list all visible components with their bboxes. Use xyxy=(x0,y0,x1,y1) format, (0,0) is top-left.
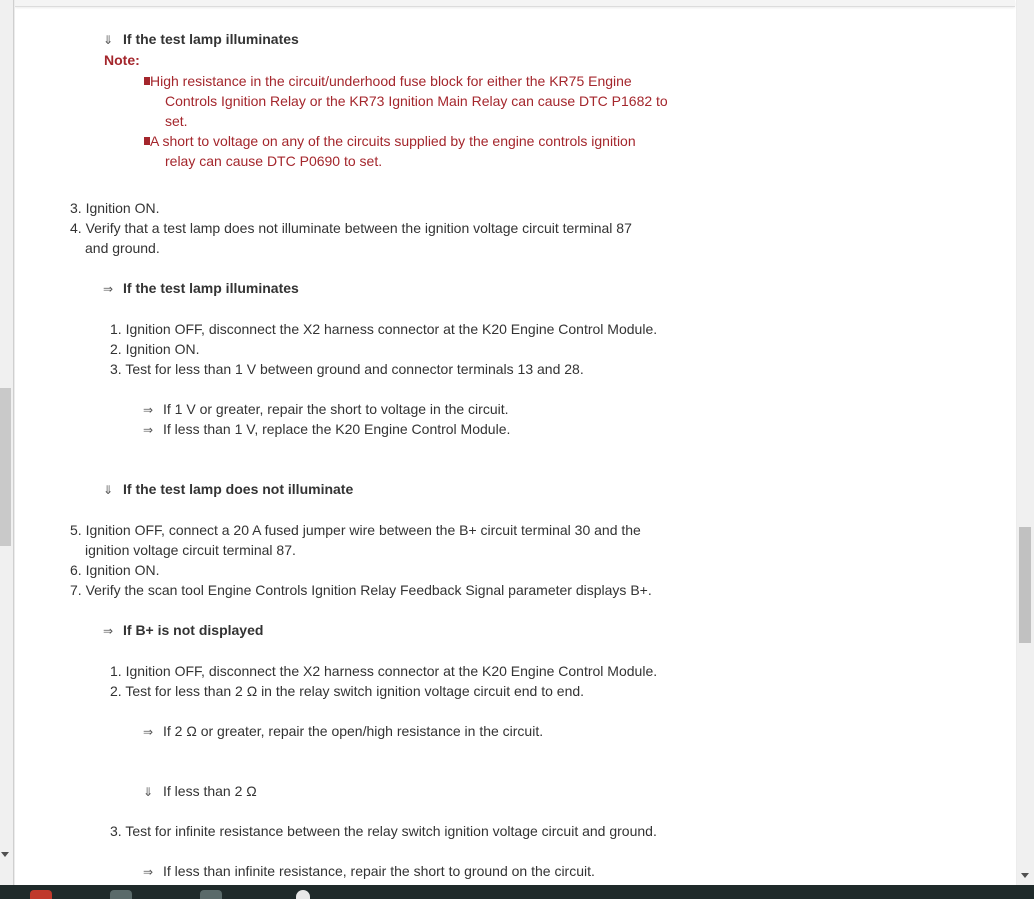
scroll-down-arrow-icon[interactable] xyxy=(1021,873,1029,878)
substep-item: 1. Ignition OFF, disconnect the X2 harness connector at the K20 Engine Control Module. xyxy=(110,663,658,679)
left-scroll-thumb[interactable] xyxy=(0,388,11,546)
result-item: ⇒ If 1 V or greater, repair the short to voltage in the circuit. xyxy=(143,399,509,420)
result-item: ⇒ If 2 Ω or greater, repair the open/high resistance in the circuit. xyxy=(143,721,543,742)
right-arrow-icon: ⇒ xyxy=(143,423,154,437)
note-text: A short to voltage on any of the circuits supplied by the engine controls ignition xyxy=(150,133,636,149)
step-heading: ⇒ If B+ is not displayed xyxy=(103,620,263,641)
note-text: Controls Ignition Relay or the KR73 Ignition Main Relay can cause DTC P1682 to xyxy=(165,93,668,109)
right-arrow-icon: ⇒ xyxy=(143,725,154,739)
step-item: 5. Ignition OFF, connect a 20 A fused jumper wire between the B+ circuit terminal 30 and the xyxy=(70,522,641,538)
substep-item: 1. Ignition OFF, disconnect the X2 harness connector at the K20 Engine Control Module. xyxy=(110,321,658,337)
note-label: Note: xyxy=(104,52,140,68)
right-arrow-icon: ⇒ xyxy=(143,403,154,417)
content-top-edge xyxy=(15,0,1015,7)
step-heading: ⇓ If the test lamp illuminates xyxy=(103,29,299,50)
result-item: ⇒ If less than infinite resistance, repair the short to ground on the circuit. xyxy=(143,861,595,882)
right-arrow-icon: ⇒ xyxy=(143,865,154,879)
down-arrow-icon: ⇓ xyxy=(143,785,154,799)
note-text: High resistance in the circuit/underhood fuse block for either the KR75 Engine xyxy=(150,73,632,89)
taskbar xyxy=(0,885,1034,899)
right-arrow-icon: ⇒ xyxy=(103,282,114,296)
left-scroll-strip xyxy=(0,0,14,885)
substep-item: 3. Test for less than 1 V between ground and connector terminals 13 and 28. xyxy=(110,361,584,377)
step-heading: ⇒ If the test lamp illuminates xyxy=(103,278,299,299)
taskbar-app-icon[interactable] xyxy=(296,890,310,899)
step-item: 7. Verify the scan tool Engine Controls Ignition Relay Feedback Signal parameter displays B+. xyxy=(70,582,652,598)
result-item: ⇒ If less than 1 V, replace the K20 Engine Control Module. xyxy=(143,419,510,440)
step-item-continued: and ground. xyxy=(85,240,160,256)
down-arrow-icon: ⇓ xyxy=(103,483,114,497)
document-content xyxy=(15,0,1016,885)
taskbar-app-icon[interactable] xyxy=(110,890,132,899)
substep-item: 2. Test for less than 2 Ω in the relay switch ignition voltage circuit end to end. xyxy=(110,683,585,699)
left-scroll-down-arrow-icon[interactable] xyxy=(1,852,9,857)
step-item: 6. Ignition ON. xyxy=(70,562,160,578)
note-text: set. xyxy=(165,113,188,129)
step-item: 3. Ignition ON. xyxy=(70,200,160,216)
step-heading: ⇓ If the test lamp does not illuminate xyxy=(103,479,353,500)
step-item: 4. Verify that a test lamp does not illuminate between the ignition voltage circuit terminal 87 xyxy=(70,220,632,236)
taskbar-app-icon[interactable] xyxy=(200,890,222,899)
down-arrow-icon: ⇓ xyxy=(103,33,114,47)
substep-item: 2. Ignition ON. xyxy=(110,341,200,357)
note-text: relay can cause DTC P0690 to set. xyxy=(165,153,383,169)
right-arrow-icon: ⇒ xyxy=(103,624,114,638)
vertical-scrollbar[interactable] xyxy=(1017,0,1034,885)
taskbar-app-icon[interactable] xyxy=(30,890,52,899)
step-item-continued: ignition voltage circuit terminal 87. xyxy=(85,542,296,558)
scrollbar-thumb[interactable] xyxy=(1019,527,1031,643)
substep-item: 3. Test for infinite resistance between the relay switch ignition voltage circuit and ground. xyxy=(110,823,657,839)
result-item: ⇓ If less than 2 Ω xyxy=(143,781,257,802)
